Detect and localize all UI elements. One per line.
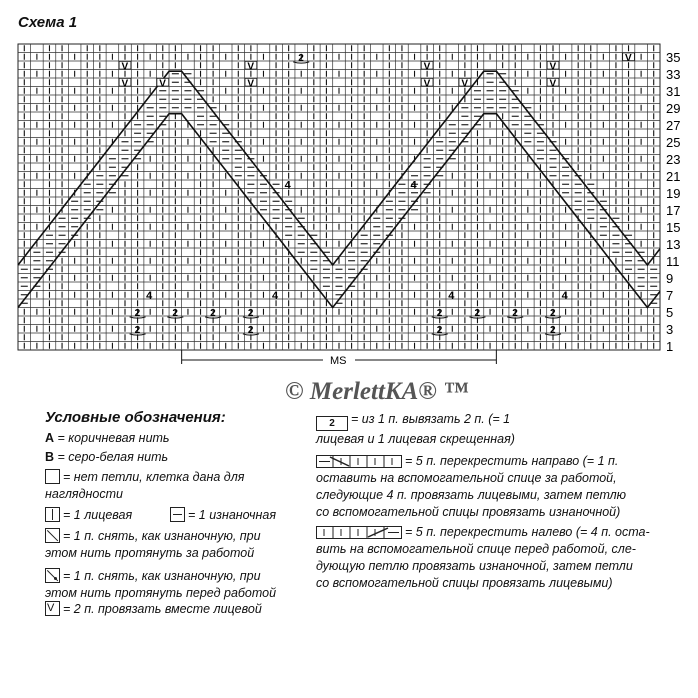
increase-label: 2 xyxy=(474,307,481,319)
repeat-label: MS xyxy=(330,355,347,367)
row-number-label: 9 xyxy=(666,270,674,286)
row-number-label: 23 xyxy=(666,151,681,167)
increase-label: 2 xyxy=(134,324,141,336)
slip-front-icon xyxy=(45,568,60,583)
slip-back-icon xyxy=(45,528,60,543)
cable-cross-label: 4 xyxy=(272,289,279,302)
row-number-label: 21 xyxy=(666,168,681,184)
empty-square-icon xyxy=(45,469,60,484)
row-number-label: 17 xyxy=(666,202,681,218)
row-number-label: 31 xyxy=(666,83,681,99)
row-number-label: 15 xyxy=(666,219,681,235)
legend-slip-front: = 1 п. снять, как изнаночную, при этом нить протянуть перед работой xyxy=(45,569,277,600)
row-number-label: 33 xyxy=(666,66,681,82)
row-number-label: 1 xyxy=(666,338,674,354)
row-number-label: 35 xyxy=(666,49,681,65)
purl-stitch-icon xyxy=(170,507,185,522)
cross-right-icon xyxy=(316,455,402,468)
k2tog-mark: V xyxy=(121,61,129,73)
increase-label: 2 xyxy=(436,307,443,319)
legend-purl: = 1 изнаночная xyxy=(170,507,276,524)
increase-icon: 2 xyxy=(316,416,348,431)
legend-b xyxy=(45,449,168,466)
k2tog-mark: V xyxy=(247,78,255,90)
increase-label: 2 xyxy=(172,307,178,319)
legend-k2tog: V = 2 п. провязать вместе лицевой xyxy=(47,602,262,616)
row-number-label: 11 xyxy=(666,253,680,269)
k2tog-mark: V xyxy=(247,61,255,73)
cross-left-icon xyxy=(316,526,402,539)
increase-label: 2 xyxy=(436,324,443,336)
k2tog-mark: V xyxy=(625,52,632,64)
increase-label: 2 xyxy=(298,52,304,64)
increase-label: 2 xyxy=(210,307,216,319)
k2tog-mark: V xyxy=(121,78,129,90)
cable-cross-label: 4 xyxy=(448,289,455,302)
row-number-label: 27 xyxy=(666,117,681,133)
cable-cross-label: 4 xyxy=(410,179,417,192)
row-number-label: 3 xyxy=(666,321,674,337)
k2tog-mark: V xyxy=(423,78,431,90)
increase-label: 2 xyxy=(550,307,556,319)
k2tog-icon: V xyxy=(45,601,60,616)
knit-stitch-icon xyxy=(45,507,60,522)
row-number-label: 19 xyxy=(666,185,681,201)
legend-b-key: B xyxy=(45,450,55,464)
legend-a-text: = коричневая нить xyxy=(54,431,170,445)
legend-cross-left: = 5 п. перекрестить налево (= 4 п. оста- вить на вспомогательной спице перед работой, сле- дующую петлю провязать изнаночной, затем петли со вспомогательной спицы провязать лицевыми) xyxy=(316,525,650,590)
legend-knit: = 1 лицевая xyxy=(45,507,132,524)
row-number-label: 13 xyxy=(666,236,681,252)
k2tog-mark: V xyxy=(159,78,166,90)
k2tog-mark: V xyxy=(423,61,431,73)
cable-cross-label: 4 xyxy=(561,289,568,302)
chart-title: Схема 1 xyxy=(18,14,78,31)
legend-title: Условные обозначения: xyxy=(45,409,226,426)
legend-no-stitch: = нет петли, клетка дана для наглядности xyxy=(45,470,245,501)
k2tog-mark: V xyxy=(549,61,557,73)
increase-label: 2 xyxy=(512,307,518,319)
increase-label: 2 xyxy=(134,307,141,319)
cable-cross-label: 4 xyxy=(146,289,153,302)
legend-a xyxy=(45,430,170,447)
watermark: © MerlettKA® ™ xyxy=(285,378,469,405)
legend-cross-right: = 5 п. перекрестить направо (= 1 п. оставить на вспомогательной спице за работой, следующие 4 п. провязать лицевыми, затем петлю со вспомогательной спицы провязать изнаночной) xyxy=(316,454,627,519)
row-number-label: 5 xyxy=(666,304,674,320)
legend-increase: 2 = из 1 п. вывязать 2 п. (= 1 лицевая и 1 лицевая скрещенная) xyxy=(316,412,515,446)
increase-label: 2 xyxy=(550,324,556,336)
increase-label: 2 xyxy=(247,307,254,319)
row-number-label: 29 xyxy=(666,100,681,116)
increase-label: 2 xyxy=(247,324,254,336)
k2tog-mark: V xyxy=(461,78,469,90)
k2tog-mark: V xyxy=(549,78,557,90)
legend-b-text: = серо-белая нить xyxy=(54,450,169,464)
row-number-label: 7 xyxy=(666,287,674,303)
cable-cross-label: 4 xyxy=(284,179,291,192)
legend-a-key: A xyxy=(45,431,55,445)
legend-slip-back: = 1 п. снять, как изнаночную, при этом нить протянуть за работой xyxy=(45,529,261,560)
row-number-label: 25 xyxy=(666,134,681,150)
